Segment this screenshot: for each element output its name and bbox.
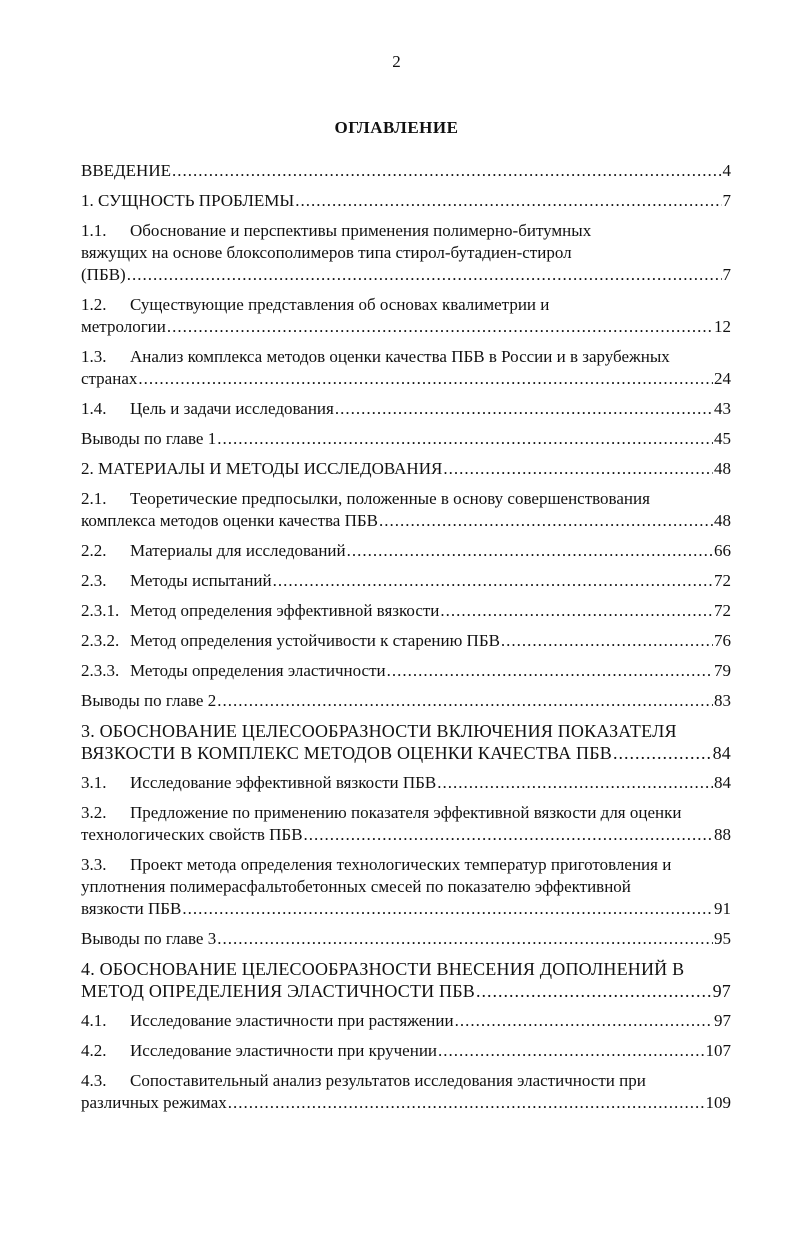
toc-entry-text: ВЯЗКОСТИ В КОМПЛЕКС МЕТОДОВ ОЦЕНКИ КАЧЕСТВА ПБВ: [81, 743, 612, 763]
dot-leader: [437, 772, 713, 794]
toc-page-number: 79: [714, 661, 731, 680]
toc-entry: [81, 1010, 731, 1032]
toc-entry-text: Исследование эффективной вязкости ПБВ: [130, 773, 437, 792]
dot-leader: [217, 928, 713, 950]
toc-page-number: 45: [714, 429, 731, 448]
toc-line: [81, 802, 731, 824]
dot-leader: [167, 316, 713, 338]
toc-page-number: 12: [714, 317, 731, 336]
dot-leader: [172, 160, 722, 182]
toc-entry-number: 2.2.: [81, 541, 107, 560]
toc-line: [81, 772, 731, 794]
toc-line: [81, 190, 731, 212]
toc-entry-text: Метод определения устойчивости к старению ПБВ: [130, 631, 500, 650]
toc-entry-text: Цель и задачи исследования: [130, 399, 334, 418]
toc-line: [81, 1092, 731, 1114]
toc-entry-number: 3.3.: [81, 855, 107, 874]
toc-page-number: 97: [714, 1011, 731, 1030]
toc-page-number: 109: [705, 1093, 731, 1112]
dot-leader: [335, 398, 713, 420]
toc-entry: [81, 600, 731, 622]
toc-line: [81, 242, 731, 264]
toc-entry-text: Методы определения эластичности: [130, 661, 386, 680]
toc-page-number: 48: [714, 459, 731, 478]
toc-entry-number: 2.1.: [81, 489, 107, 508]
dot-leader: [613, 742, 712, 764]
toc-line: [81, 398, 731, 420]
toc-line: [81, 958, 731, 980]
toc-line: [81, 316, 731, 338]
toc-entry-number: 1.2.: [81, 295, 107, 314]
toc-entry-text: Метод определения эффективной вязкости: [130, 601, 440, 620]
toc-page-number: 48: [714, 511, 731, 530]
toc-title: ОГЛАВЛЕНИЕ: [334, 118, 459, 137]
toc-line: [81, 368, 731, 390]
toc-entry-text: Материалы для исследований: [130, 541, 346, 560]
toc-entry: [81, 428, 731, 450]
toc-page-number: 72: [714, 601, 731, 620]
toc-entry-text: (ПБВ): [81, 265, 126, 284]
toc-page-number: 84: [712, 743, 731, 763]
toc-page-number: 84: [714, 773, 731, 792]
toc-page-number: 95: [714, 929, 731, 948]
toc-entry-text: 1. СУЩНОСТЬ ПРОБЛЕМЫ: [81, 191, 295, 210]
toc-line: [81, 854, 731, 876]
toc-entry-text: Исследование эластичности при растяжении: [130, 1011, 454, 1030]
dot-leader: [127, 264, 722, 286]
toc-line: [81, 876, 731, 898]
toc-entry-text: Выводы по главе 1: [81, 429, 217, 448]
toc-entry: [81, 570, 731, 592]
page-number: 2: [392, 52, 401, 71]
dot-leader: [387, 660, 713, 682]
toc-entry-text: Исследование эластичности при кручении: [130, 1041, 438, 1060]
toc-entry-text: Методы испытаний: [130, 571, 272, 590]
toc-entry-text: технологических свойств ПБВ: [81, 825, 303, 844]
toc-line: [81, 1070, 731, 1092]
table-of-contents: [81, 160, 731, 1122]
toc-entry: [81, 660, 731, 682]
toc-entry-text: Выводы по главе 2: [81, 691, 217, 710]
toc-page-number: 76: [714, 631, 731, 650]
toc-line: [81, 742, 731, 764]
toc-entry: [81, 958, 731, 1002]
toc-page-number: 88: [714, 825, 731, 844]
toc-page-number: 72: [714, 571, 731, 590]
toc-page-number: 7: [722, 265, 731, 284]
toc-page-number: 97: [712, 981, 731, 1001]
toc-entry-text: комплекса методов оценки качества ПБВ: [81, 511, 378, 530]
toc-line: [81, 540, 731, 562]
toc-entry-number: 4.2.: [81, 1041, 107, 1060]
dot-leader: [438, 1040, 704, 1062]
dot-leader: [304, 824, 713, 846]
toc-line: [81, 294, 731, 316]
dot-leader: [228, 1092, 705, 1114]
dot-leader: [455, 1010, 713, 1032]
toc-line: [81, 928, 731, 950]
toc-line: [81, 220, 731, 242]
toc-page-number: 66: [714, 541, 731, 560]
toc-entry-text: Сопоставительный анализ результатов исследования эластичности при: [130, 1071, 646, 1090]
toc-entry: [81, 1040, 731, 1062]
toc-line: [81, 1040, 731, 1062]
toc-entry: [81, 630, 731, 652]
toc-entry-number: 2.3.2.: [81, 631, 120, 650]
toc-line: [81, 630, 731, 652]
toc-entry-text: вязкости ПБВ: [81, 899, 182, 918]
toc-line: [81, 690, 731, 712]
toc-entry: [81, 190, 731, 212]
toc-page-number: 7: [722, 191, 731, 210]
toc-entry-number: 2.3.: [81, 571, 107, 590]
toc-entry: [81, 488, 731, 532]
toc-line: [81, 980, 731, 1002]
dot-leader: [347, 540, 713, 562]
toc-entry-number: 2.3.3.: [81, 661, 120, 680]
toc-page-number: 24: [714, 369, 731, 388]
toc-line: [81, 570, 731, 592]
toc-page-number: 4: [722, 161, 731, 180]
toc-line: [81, 428, 731, 450]
toc-entry: [81, 720, 731, 764]
toc-entry: [81, 294, 731, 338]
toc-line: [81, 660, 731, 682]
toc-line: [81, 510, 731, 532]
toc-line: [81, 720, 731, 742]
toc-entry: [81, 928, 731, 950]
dot-leader: [379, 510, 713, 532]
toc-entry-text: метрологии: [81, 317, 166, 336]
toc-line: [81, 824, 731, 846]
toc-entry-text: Обоснование и перспективы применения полимерно-битумных: [130, 221, 592, 240]
toc-entry-number: 4.1.: [81, 1011, 107, 1030]
toc-entry-number: 3.1.: [81, 773, 107, 792]
dot-leader: [295, 190, 721, 212]
toc-entry-text: Проект метода определения технологических температур приготовления и: [130, 855, 672, 874]
toc-line: [81, 346, 731, 368]
toc-entry-text: Теоретические предпосылки, положенные в основу совершенствования: [130, 489, 650, 508]
toc-entry-text: Анализ комплекса методов оценки качества ПБВ в России и в зарубежных: [130, 347, 670, 366]
toc-line: [81, 1010, 731, 1032]
toc-entry: [81, 802, 731, 846]
toc-entry-number: 2.3.1.: [81, 601, 120, 620]
toc-entry-number: 1.4.: [81, 399, 107, 418]
toc-entry-text: вяжущих на основе блоксополимеров типа стирол-бутадиен-стирол: [81, 243, 572, 262]
toc-page-number: 91: [714, 899, 731, 918]
dot-leader: [217, 428, 713, 450]
toc-entry-number: 4.3.: [81, 1071, 107, 1090]
dot-leader: [440, 600, 713, 622]
toc-entry-text: 4. ОБОСНОВАНИЕ ЦЕЛЕСООБРАЗНОСТИ ВНЕСЕНИЯ ДОПОЛНЕНИЙ В: [81, 959, 685, 979]
toc-entry: [81, 854, 731, 920]
toc-entry-text: Существующие представления об основах квалиметрии и: [130, 295, 550, 314]
toc-entry: [81, 540, 731, 562]
toc-entry: [81, 220, 731, 286]
dot-leader: [443, 458, 713, 480]
toc-line: [81, 264, 731, 286]
dot-leader: [138, 368, 713, 390]
toc-line: [81, 458, 731, 480]
toc-entry-text: 2. МАТЕРИАЛЫ И МЕТОДЫ ИССЛЕДОВАНИЯ: [81, 459, 443, 478]
toc-line: [81, 898, 731, 920]
toc-entry: [81, 772, 731, 794]
toc-entry: [81, 160, 731, 182]
toc-entry: [81, 398, 731, 420]
toc-entry-text: странах: [81, 369, 138, 388]
dot-leader: [182, 898, 713, 920]
toc-entry-text: 3. ОБОСНОВАНИЕ ЦЕЛЕСООБРАЗНОСТИ ВКЛЮЧЕНИЯ ПОКАЗАТЕЛЯ: [81, 721, 677, 741]
dot-leader: [217, 690, 713, 712]
toc-entry: [81, 1070, 731, 1114]
dot-leader: [273, 570, 713, 592]
toc-entry-number: 3.2.: [81, 803, 107, 822]
toc-entry-number: 1.3.: [81, 347, 107, 366]
toc-entry-text: Выводы по главе 3: [81, 929, 217, 948]
dot-leader: [476, 980, 712, 1002]
toc-page-number: 43: [714, 399, 731, 418]
toc-page-number: 83: [714, 691, 731, 710]
toc-page-number: 107: [705, 1041, 731, 1060]
toc-entry-text: ВВЕДЕНИЕ: [81, 161, 171, 180]
toc-line: [81, 160, 731, 182]
toc-entry-text: различных режимах: [81, 1093, 227, 1112]
toc-entry-text: МЕТОД ОПРЕДЕЛЕНИЯ ЭЛАСТИЧНОСТИ ПБВ: [81, 981, 476, 1001]
toc-line: [81, 600, 731, 622]
toc-entry: [81, 458, 731, 480]
toc-entry-number: 1.1.: [81, 221, 107, 240]
dot-leader: [501, 630, 713, 652]
toc-line: [81, 488, 731, 510]
toc-entry: [81, 690, 731, 712]
toc-entry: [81, 346, 731, 390]
toc-entry-text: Предложение по применению показателя эффективной вязкости для оценки: [130, 803, 682, 822]
toc-entry-text: уплотнения полимерасфальтобетонных смесей по показателю эффективной: [81, 877, 631, 896]
